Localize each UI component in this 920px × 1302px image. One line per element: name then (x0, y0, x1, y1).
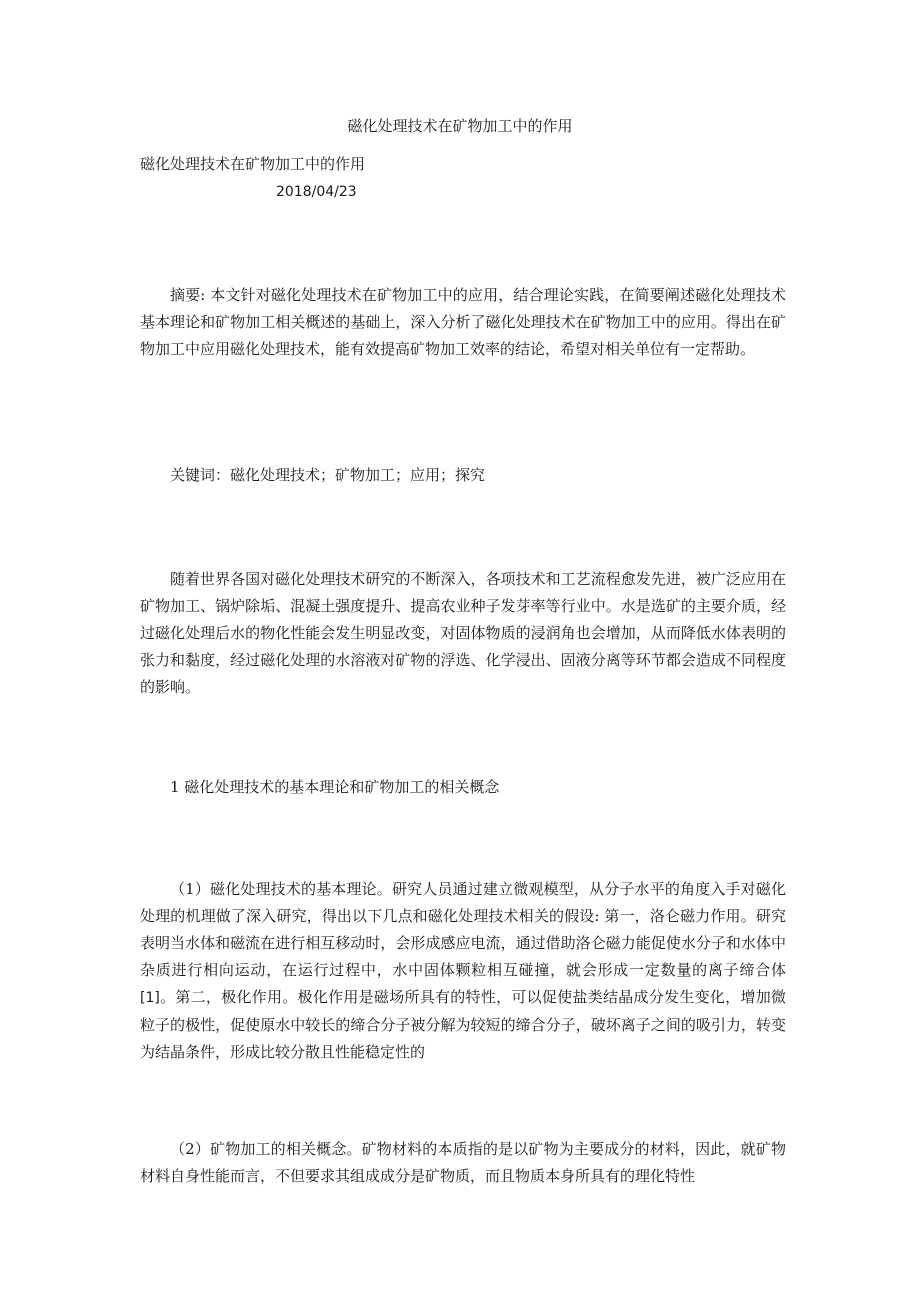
abstract-paragraph: 摘要: 本文针对磁化处理技术在矿物加工中的应用，结合理论实践，在简要阐述磁化处理技术基本理论和矿物加工相关概述的基础上，深入分析了磁化处理技术在矿物加工中的应用。得出在矿物加工中应用磁化处理技术，能有效提高矿物加工效率的结论，希望对相关单位有一定帮助。 (140, 286, 786, 358)
article-title: 磁化处理技术在矿物加工中的作用 (140, 155, 366, 173)
section-heading: 1 磁化处理技术的基本理论和矿物加工的相关概念 (170, 778, 500, 796)
citation-reference: [1] (140, 990, 160, 1006)
document-title: 磁化处理技术在矿物加工中的作用 (347, 117, 573, 135)
section-paragraph-theory-text-a: （1）磁化处理技术的基本理论。研究人员通过建立微观模型，从分子水平的角度入手对磁化处理的机理做了深入研究，得出以下几点和磁化处理技术相关的假设: 第一，洛仑磁力作用。研究表明当水体和磁流在进行相互移动时，会形成感应电流，通过借助洛仑磁力能促使水分子和水体中杂质进行相向运动，在运行过程中，水中固体颗粒相互碰撞，就会形成一定数量的离子缔合体 (140, 880, 786, 979)
section-paragraph-theory-text-b: 。第二，极化作用。极化作用是磁场所具有的特性，可以促使盐类结晶成分发生变化，增加微粒子的极性，促使原水中较长的缔合分子被分解为较短的缔合分子，破坏离子之间的吸引力，转变为结晶条件，形成比较分散且性能稳定性的 (140, 988, 786, 1061)
keywords-paragraph: 关键词：磁化处理技术；矿物加工；应用；探究 (170, 466, 486, 484)
section-paragraph-theory (140, 876, 786, 1066)
publish-date: 2018/04/23 (276, 184, 357, 200)
section-paragraph-concepts: （2）矿物加工的相关概念。矿物材料的本质指的是以矿物为主要成分的材料，因此，就矿物材料自身性能而言，不但要求其组成成分是矿物质，而且物质本身所具有的理化特性 (140, 1140, 786, 1185)
intro-paragraph: 随着世界各国对磁化处理技术研究的不断深入，各项技术和工艺流程愈发先进，被广泛应用在矿物加工、锅炉除垢、混凝土强度提升、提高农业种子发芽率等行业中。水是选矿的主要介质，经过磁化处理后水的物化性能会发生明显改变，对固体物质的浸润角也会增加，从而降低水体表明的张力和黏度，经过磁化处理的水溶液对矿物的浮选、化学浸出、固液分离等环节都会造成不同程度的影响。 (140, 570, 786, 696)
